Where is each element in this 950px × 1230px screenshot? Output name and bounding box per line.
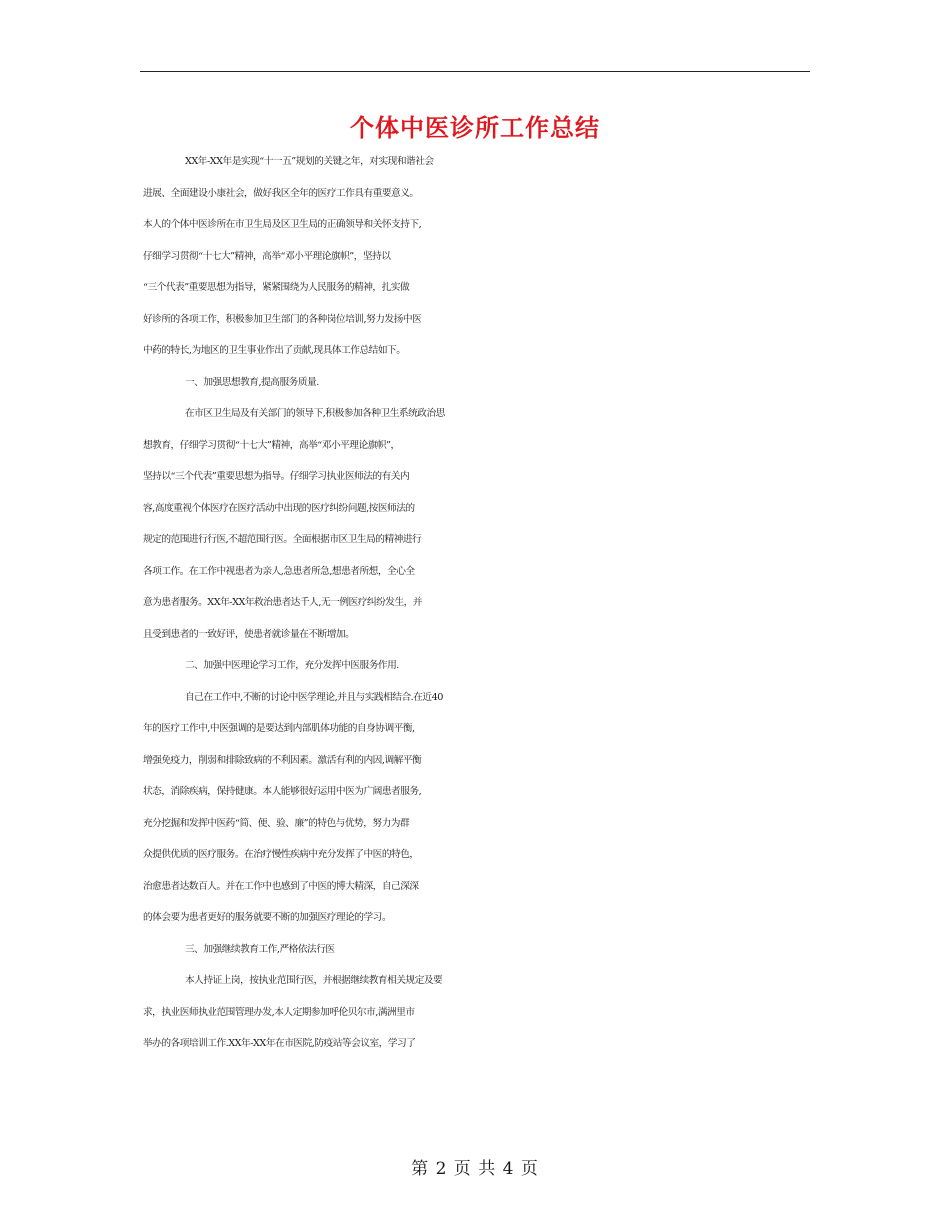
text-line: 求，执业医师执业范围管理办发,本人定期参加呼伦贝尔市,满洲里市 bbox=[143, 1006, 415, 1018]
text-line: 意为患者服务。XX年-XX年救治患者达千人,无一例医疗纠纷发生，并 bbox=[143, 597, 422, 608]
header-rule bbox=[140, 71, 810, 72]
text-line: 仔细学习贯彻“十七大”精神，高举“邓小平理论旗帜”，坚持以 bbox=[143, 250, 391, 262]
text-line: 二、加强中医理论学习工作，充分发挥中医服务作用. bbox=[185, 660, 399, 671]
document-title: 个体中医诊所工作总结 bbox=[350, 114, 600, 142]
text-line: 本人持证上岗，按执业范围行医，并根据继续教育相关规定及要 bbox=[185, 975, 443, 986]
text-line: 在市区卫生局及有关部门的领导下,积极参加各种卫生系统政治思 bbox=[185, 408, 445, 419]
text-line: 规定的范围进行行医,不超范围行医。全面根据市区卫生局的精神进行 bbox=[143, 534, 422, 545]
text-line: 好诊所的各项工作，积极参加卫生部门的各种岗位培训,努力发扬中医 bbox=[143, 313, 422, 325]
document-body bbox=[143, 146, 813, 1060]
text-line: 充分挖掘和发挥中医药“简、便、验、廉”的特色与优势，努力为群 bbox=[143, 817, 410, 829]
text-line: 三、加强继续教育工作,严格依法行医 bbox=[185, 943, 335, 955]
text-line: 进展、全面建设小康社会，做好我区全年的医疗工作具有重要意义。 bbox=[143, 187, 419, 199]
text-line: 举办的各项培训工作.XX年-XX年在市医院,防疫站等会议室，学习了 bbox=[143, 1038, 416, 1049]
text-line: 年的医疗工作中,中医强调的是要达到内部肌体功能的自身协调平衡, bbox=[143, 723, 415, 734]
text-line: 容,高度重视个体医疗在医疗活动中出现的医疗纠纷问题,按医师法的 bbox=[143, 502, 415, 514]
text-line: 增强免疫力，削弱和排除致病的不利因素。激活有利的内因,调解平衡 bbox=[143, 754, 422, 766]
text-line: 本人的个体中医诊所在市卫生局及区卫生局的正确领导和关怀支持下, bbox=[143, 219, 422, 230]
text-line: 众提供优质的医疗服务。在治疗慢性疾病中充分发挥了中医的特色， bbox=[143, 849, 419, 860]
text-line: 想教育，仔细学习贯彻“十七大”精神，高举“邓小平理论旗帜”， bbox=[143, 439, 400, 451]
text-line: 且受到患者的一致好评，使患者就诊量在不断增加。 bbox=[143, 628, 355, 640]
text-line: “三个代表”重要思想为指导，紧紧围绕为人民服务的精神，扎实做 bbox=[143, 282, 410, 293]
text-line: 治愈患者达数百人。并在工作中也感到了中医的博大精深，自己深深 bbox=[143, 880, 419, 892]
text-line: 坚持以“三个代表”重要思想为指导。仔细学习执业医师法的有关内 bbox=[143, 471, 410, 482]
page-footer: 第 2 页 共 4 页 bbox=[411, 1159, 539, 1179]
text-line: 自己在工作中,不断的讨论中医学理论,并且与实践相结合.在近40 bbox=[185, 691, 443, 703]
text-line: XX年-XX年是实现“十一五”规划的关键之年，对实现和谐社会 bbox=[185, 156, 434, 167]
text-line: 各项工作。在工作中视患者为亲人,急患者所急,想患者所想，全心全 bbox=[143, 565, 415, 577]
text-line: 的体会要为患者更好的服务就要不断的加强医疗理论的学习。 bbox=[143, 912, 392, 923]
text-line: 一、加强思想教育,提高服务质量. bbox=[185, 376, 319, 388]
text-line: 状态，消除疾病，保持健康。本人能够很好运用中医为广阔患者服务, bbox=[143, 786, 422, 797]
text-line: 中药的特长,为地区的卫生事业作出了贡献,现具体工作总结如下。 bbox=[143, 345, 406, 356]
